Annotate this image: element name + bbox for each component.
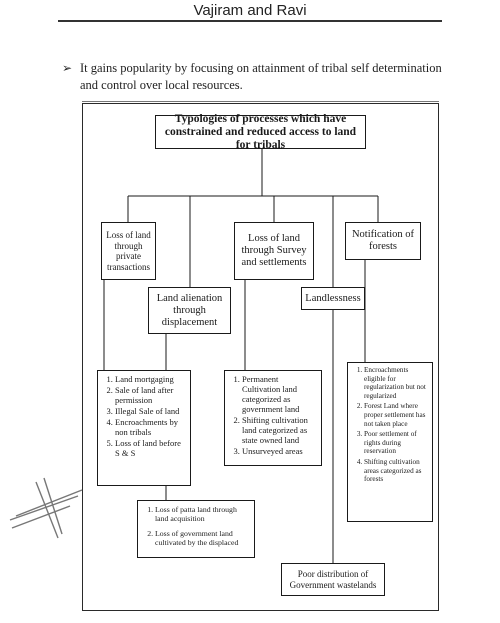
list-notification-of-forests [347,362,433,522]
list-item: 4. Shifting cultivation areas categorized as forests [364,458,429,484]
list-item: 1. Permanent Cultivation land categorized as government land [242,374,318,414]
list-land-alienation-displacement [137,500,255,558]
category-notification-of-forests: Notification of forests [345,222,421,260]
category-landlessness: Landlessness [301,287,365,310]
list-item: 3. Poor settlement of rights during reservation [364,430,429,456]
diagram-title-box: Typologies of processes which have constrained and reduced access to land for tribals [155,115,366,149]
list-item: 2. Loss of government land cultivated by the displaced [155,529,251,548]
scan-handwriting-mark-icon [0,460,90,550]
list-item: 1. Land mortgaging [115,374,187,384]
list-item: 5. Loss of land before S & S [115,438,187,458]
landlessness-result-box: Poor distribution of Government wastelands [281,563,385,596]
category-land-alienation-displacement: Land alienation through displacement [148,287,231,334]
list-survey-settlements [224,370,322,466]
list-item: 1. Encroachments eligible for regularization but not regularized [364,366,429,400]
list-item: 3. Illegal Sale of land [115,406,187,416]
bullet-paragraph [62,60,462,94]
list-item: 3. Unsurveyed areas [242,446,318,456]
list-item: 4. Encroachments by non tribals [115,417,187,437]
bullet-text: It gains popularity by focusing on attainment of tribal self determination and control over local resources. [80,61,442,92]
list-item: 2. Shifting cultivation land categorized as state owned land [242,415,318,445]
list-item: 2. Forest Land where proper settlement has not taken place [364,402,429,428]
diagram-frame-top-edge [82,101,439,102]
arrow-bullet-icon: ➢ [62,61,73,75]
diagram-frame [82,103,439,611]
list-private-transactions [97,370,191,486]
list-item: 1. Loss of patta land through land acquisition [155,505,251,524]
page-header: Vajiram and Ravi [193,2,307,19]
category-private-transactions: Loss of land through private transactions [101,222,156,280]
list-item: 2. Sale of land after permission [115,385,187,405]
category-survey-settlements: Loss of land through Survey and settlements [234,222,314,280]
header-rule [58,20,442,22]
